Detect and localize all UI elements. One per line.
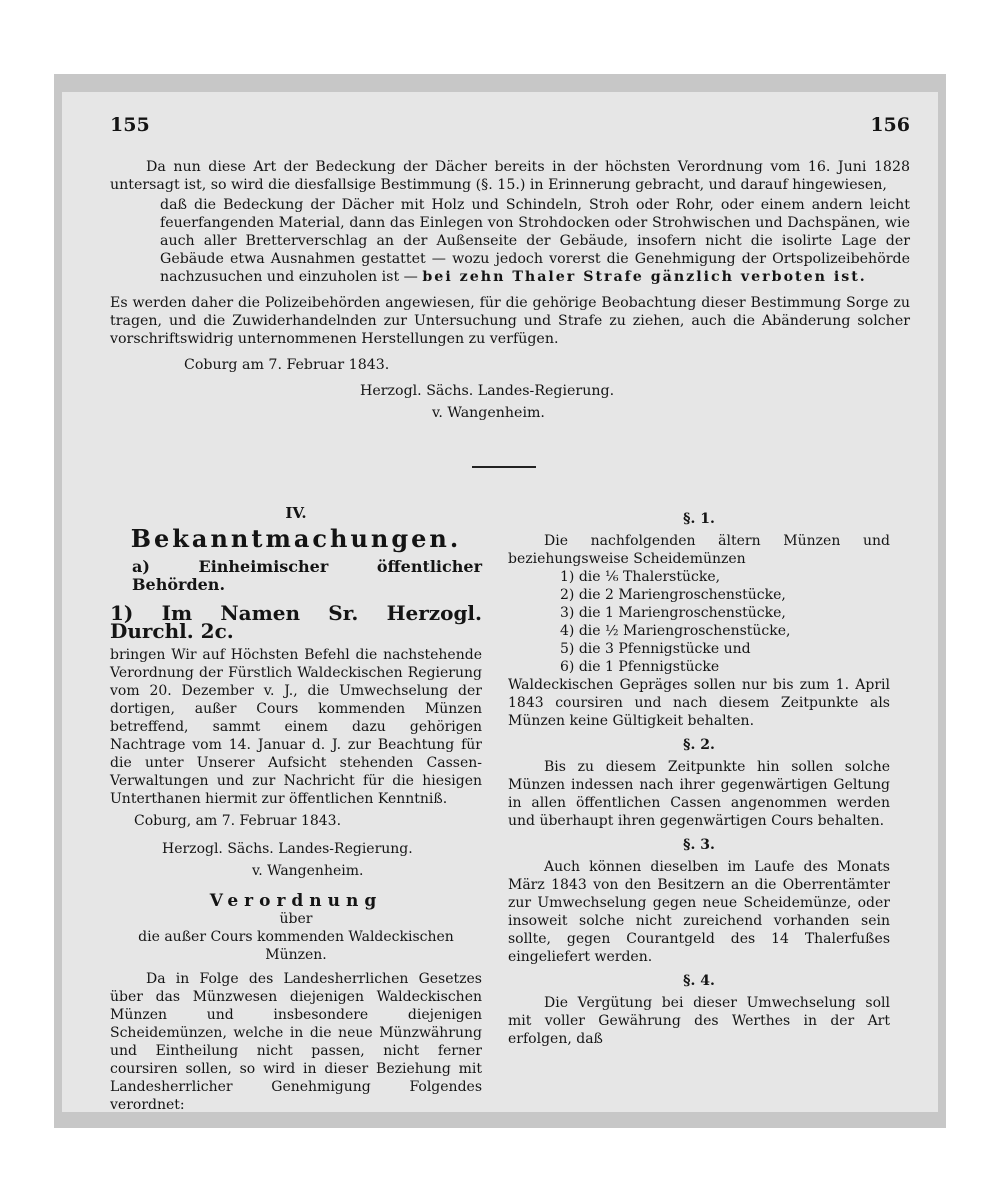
coin-item: 1) die ⅙ Thalerstücke, bbox=[560, 569, 721, 585]
order-paragraph: Es werden daher die Polizeibehörden angewiesen, für die gehörige Beobachtung dieser Bestimmung Sorge zu tragen, und die Zuwiderhandelnden zur Untersuchung und Strafe zu ziehen, auch die Abänderung solcher vorschriftswidrig unternommenen Herstellungen zu verfügen. bbox=[110, 295, 910, 347]
coin-item: 2) die 2 Mariengroschenstücke, bbox=[560, 587, 786, 603]
intro-paragraph: Da nun diese Art der Bedeckung der Dächer bereits in der höchsten Verordnung vom 16. Juni 1828 untersagt ist, so wird die diesfallsige Bestimmung (§. 15.) in Erinnerung gebracht, und darauf hingewiesen, bbox=[110, 159, 910, 193]
paragraph-2-text: Bis zu diesem Zeitpunkte hin sollen solche Münzen indessen nach ihrer gegenwärtigen Geltung in allen öffentlichen Cassen angenommen werden und überhaupt ihren gegenwärtigen Cours behalten. bbox=[508, 759, 890, 829]
item-heading: 1) Im Namen Sr. Herzogl. Durchl. 2c. bbox=[110, 601, 482, 643]
coin-item: 6) die 1 Pfennigstücke bbox=[560, 659, 720, 675]
item-text: bringen Wir auf Höchsten Befehl die nachstehende Verordnung der Fürstlich Waldeckischen Regierung vom 20. Dezember v. J., die Umwechselung der dortigen, außer Cours kommenden Münzen betreffend, sammt einem dazu gehörigen Nachtrage vom 14. Januar d. J. zur Beachtung für die unter Unserer Aufsicht stehenden Cassen-Verwaltungen und zur Nachricht für die hiesigen Unterthanen hiermit zur öffentlichen Kenntniß. bbox=[110, 647, 482, 807]
paragraph-4-text: Die Vergütung bei dieser Umwechselung soll mit voller Gewährung des Werthes in der Art erfolgen, daß bbox=[508, 995, 890, 1047]
paragraph-1-intro: Die nachfolgenden ältern Münzen und beziehungsweise Scheidemünzen bbox=[508, 533, 890, 567]
paragraph-3-heading: §. 3. bbox=[683, 837, 715, 853]
ordinance-title: Verordnung bbox=[209, 891, 383, 911]
paragraph-1-end: Waldeckischen Gepräges sollen nur bis zum 1. April 1843 coursiren und nach diesem Zeitpunkte als Münzen keine Gültigkeit behalten. bbox=[508, 677, 890, 729]
right-column bbox=[508, 504, 890, 1048]
left-column bbox=[110, 504, 482, 1114]
document-page bbox=[62, 92, 938, 1112]
prohibition-clause bbox=[160, 196, 910, 286]
signature: v. Wangenheim. bbox=[432, 405, 545, 421]
paragraph-3-text: Auch können dieselben im Laufe des Monats März 1843 von den Besitzern an die Oberrentämter zur Umwechselung gegen neue Scheidemünze, oder insoweit solche nicht zureichend vorhanden sein sollte, gegen Courantgeld des 14 Thalerfußes eingeliefert werden. bbox=[508, 859, 890, 965]
penalty-text: bei zehn Thaler Strafe gänzlich verboten ist. bbox=[422, 269, 867, 285]
coin-item: 4) die ½ Mariengroschenstücke, bbox=[560, 623, 791, 639]
place-date: Coburg am 7. Februar 1843. bbox=[184, 357, 390, 373]
page-number-right: 156 bbox=[870, 114, 910, 136]
authority: Herzogl. Sächs. Landes-Regierung. bbox=[360, 383, 615, 399]
section-divider bbox=[472, 466, 536, 468]
top-section bbox=[110, 158, 910, 422]
left-signature: v. Wangenheim. bbox=[252, 863, 364, 879]
section-number: IV. bbox=[285, 504, 307, 522]
coin-item: 3) die 1 Mariengroschenstücke, bbox=[560, 605, 786, 621]
prohibition-text: daß die Bedeckung der Dächer mit Holz und Schindeln, Stroh oder Rohr, oder einem andern leicht feuerfangenden Material, dann das Einlegen von Strohdocken oder Strohwischen und Dachspänen, wie auch aller Bretterverschlag an der Außenseite der Gebäude, insofern nicht die isolirte Lage der Gebäude etwa Ausnahmen gestattet — wozu jedoch vorerst die Genehmigung der Ortspolizeibehörde nachzusuchen und einzuholen ist — bbox=[160, 197, 910, 285]
coin-item: 5) die 3 Pfennigstücke und bbox=[560, 641, 751, 657]
paragraph-4-heading: §. 4. bbox=[683, 973, 715, 989]
ordinance-subject: die außer Cours kommenden Waldeckischen Münzen. bbox=[138, 929, 454, 963]
page-number-left: 155 bbox=[110, 114, 150, 136]
subsection-heading: a) Einheimischer öffentlicher Behörden. bbox=[132, 557, 482, 594]
left-authority: Herzogl. Sächs. Landes-Regierung. bbox=[162, 841, 413, 857]
left-place-date: Coburg, am 7. Februar 1843. bbox=[134, 813, 342, 829]
section-title: Bekanntmachungen. bbox=[130, 524, 462, 553]
ordinance-over: über bbox=[279, 911, 313, 927]
paragraph-2-heading: §. 2. bbox=[683, 737, 715, 753]
ordinance-text: Da in Folge des Landesherrlichen Gesetzes über das Münzwesen diejenigen Waldeckischen Münzen und insbesondere diejenigen Scheidemünzen, welche in die neue Münzwährung und Eintheilung nicht passen, nicht ferner coursiren sollen, so wird in dieser Beziehung mit Landesherrlicher Genehmigung Folgendes verordnet: bbox=[110, 971, 482, 1113]
paragraph-1-heading: §. 1. bbox=[683, 511, 715, 527]
